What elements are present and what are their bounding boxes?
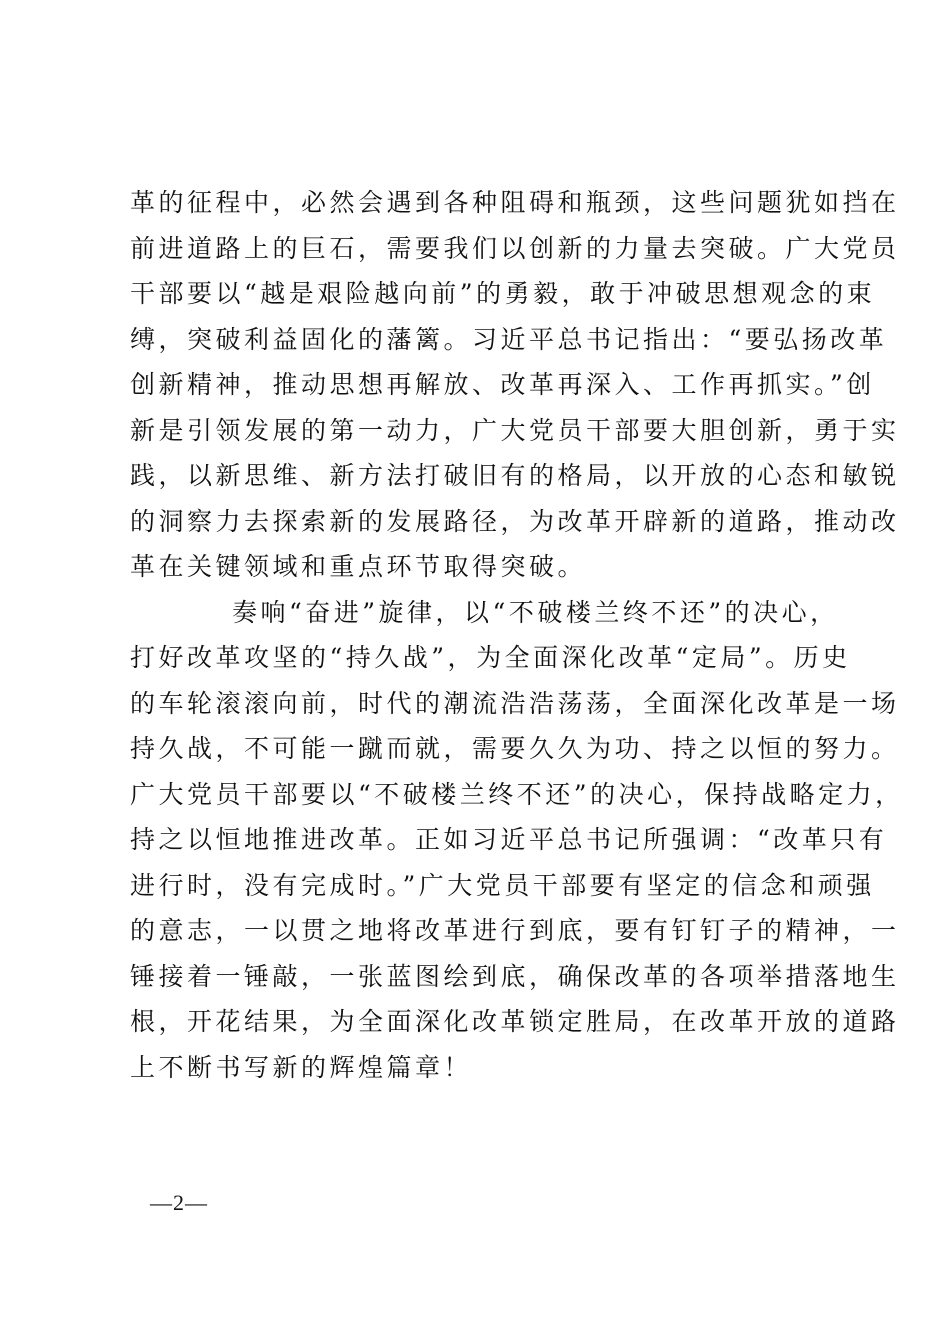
text-line: 根，开花结果，为全面深化改革锁定胜局，在改革开放的道路 [130, 1007, 900, 1036]
paragraph-start-line: 奏响“奋进”旋律，以“不破楼兰终不还”的决心， [232, 597, 839, 627]
text-line: 创新精神，推动思想再解放、改革再深入、工作再抓实。”创 [130, 370, 875, 399]
text-line: 缚，突破利益固化的藩篱。习近平总书记指出：“要弘扬改革 [130, 324, 888, 354]
text-line: 的洞察力去探索新的发展路径，为改革开辟新的道路，推动改 [130, 506, 900, 536]
text-line: 革的征程中，必然会遇到各种阻碍和瓶颈，这些问题犹如挡在 [130, 188, 900, 217]
text-line: 进行时，没有完成时。”广大党员干部要有坚定的信念和顽强 [130, 870, 875, 900]
text-line: 革在关键领域和重点环节取得突破。 [130, 552, 587, 581]
text-line: 前进道路上的巨石，需要我们以创新的力量去突破。广大党员 [130, 233, 900, 263]
page-number: —2— [150, 1190, 208, 1215]
text-line: 践，以新思维、新方法打破旧有的格局，以开放的心态和敏锐 [130, 461, 900, 490]
text-line: 的意志，一以贯之地将改革进行到底，要有钉钉子的精神，一 [130, 916, 900, 945]
text-line: 新是引领发展的第一动力，广大党员干部要大胆创新，勇于实 [130, 415, 900, 445]
text-line: 打好改革攻坚的“持久战”，为全面深化改革“定局”。历史 [130, 643, 851, 672]
text-line: 锤接着一锤敲，一张蓝图绘到底，确保改革的各项举措落地生 [130, 961, 900, 991]
text-line: 持之以恒地推进改革。正如习近平总书记所强调：“改革只有 [130, 825, 888, 854]
text-line: 持久战，不可能一蹴而就，需要久久为功、持之以恒的努力。 [130, 734, 900, 763]
text-line: 广大党员干部要以“不破楼兰终不还”的决心，保持战略定力， [130, 779, 904, 809]
text-line: 的车轮滚滚向前，时代的潮流浩浩荡荡，全面深化改革是一场 [130, 688, 900, 718]
body-text [130, 180, 904, 1090]
text-line: 干部要以“越是艰险越向前”的勇毅，敢于冲破思想观念的束 [130, 279, 876, 308]
text-line: 上不断书写新的辉煌篇章！ [130, 1052, 473, 1082]
